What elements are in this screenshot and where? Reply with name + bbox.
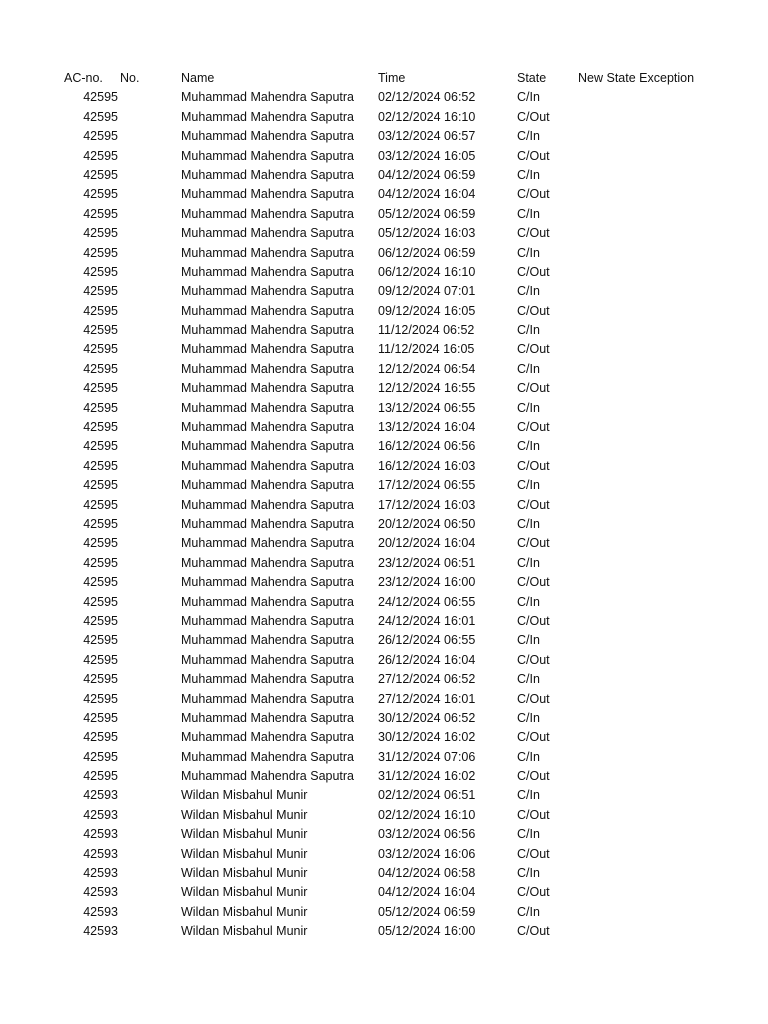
state-cell[interactable]: C/In (517, 827, 540, 842)
name-cell[interactable]: Muhammad Mahendra Saputra (181, 361, 355, 376)
state-cell[interactable]: C/Out (517, 497, 550, 512)
table-row (0, 845, 768, 864)
header-name[interactable]: Name (181, 71, 215, 85)
time-cell[interactable]: 03/12/2024 16:05 (378, 148, 476, 163)
name-cell[interactable]: Wildan Misbahul Munir (181, 885, 308, 900)
time-cell[interactable]: 24/12/2024 06:55 (378, 594, 476, 609)
time-cell[interactable]: 03/12/2024 06:57 (378, 129, 476, 144)
state-cell[interactable]: C/In (517, 361, 540, 376)
time-cell[interactable]: 03/12/2024 06:56 (378, 827, 476, 842)
ac-no-cell[interactable]: 42595 (83, 264, 118, 279)
table-row (0, 185, 768, 204)
ac-no-cell[interactable]: 42595 (83, 381, 118, 396)
ac-no-cell[interactable]: 42595 (83, 284, 118, 299)
ac-no-cell[interactable]: 42593 (83, 807, 118, 822)
state-cell[interactable]: C/Out (517, 575, 550, 590)
table-row (0, 903, 768, 922)
table-row (0, 476, 768, 495)
state-cell[interactable]: C/In (517, 672, 540, 687)
name-cell[interactable]: Muhammad Mahendra Saputra (181, 226, 355, 241)
table-row (0, 631, 768, 650)
name-cell[interactable]: Wildan Misbahul Munir (181, 924, 308, 939)
table-row (0, 224, 768, 243)
table-row (0, 418, 768, 437)
table-row (0, 864, 768, 883)
ac-no-cell[interactable]: 42595 (83, 226, 118, 241)
table-row (0, 399, 768, 418)
name-cell[interactable]: Muhammad Mahendra Saputra (181, 575, 355, 590)
name-cell[interactable]: Muhammad Mahendra Saputra (181, 90, 355, 105)
table-row (0, 593, 768, 612)
state-cell[interactable]: C/In (517, 633, 540, 648)
table-row (0, 360, 768, 379)
table-row (0, 379, 768, 398)
time-cell[interactable]: 23/12/2024 16:00 (378, 575, 476, 590)
time-cell[interactable]: 06/12/2024 16:10 (378, 264, 476, 279)
name-cell[interactable]: Muhammad Mahendra Saputra (181, 245, 355, 260)
ac-no-cell[interactable]: 42593 (83, 924, 118, 939)
ac-no-cell[interactable]: 42595 (83, 206, 118, 221)
state-cell[interactable]: C/In (517, 284, 540, 299)
time-cell[interactable]: 12/12/2024 06:54 (378, 361, 476, 376)
ac-no-cell[interactable]: 42595 (83, 109, 118, 124)
state-cell[interactable]: C/Out (517, 381, 550, 396)
time-cell[interactable]: 13/12/2024 16:04 (378, 420, 476, 435)
table-row (0, 883, 768, 902)
table-row (0, 340, 768, 359)
state-cell[interactable]: C/Out (517, 691, 550, 706)
time-cell[interactable]: 16/12/2024 16:03 (378, 458, 476, 473)
ac-no-cell[interactable]: 42595 (83, 245, 118, 260)
state-cell[interactable]: C/Out (517, 885, 550, 900)
name-cell[interactable]: Muhammad Mahendra Saputra (181, 167, 355, 182)
time-cell[interactable]: 02/12/2024 16:10 (378, 807, 476, 822)
time-cell[interactable]: 04/12/2024 06:59 (378, 167, 476, 182)
header-time[interactable]: Time (378, 71, 406, 85)
time-cell[interactable]: 04/12/2024 16:04 (378, 187, 476, 202)
name-cell[interactable]: Muhammad Mahendra Saputra (181, 148, 355, 163)
ac-no-cell[interactable]: 42595 (83, 439, 118, 454)
table-row (0, 108, 768, 127)
ac-no-cell[interactable]: 42595 (83, 458, 118, 473)
table-row (0, 302, 768, 321)
state-cell[interactable]: C/In (517, 555, 540, 570)
ac-no-cell[interactable]: 42595 (83, 400, 118, 415)
ac-no-cell[interactable]: 42593 (83, 846, 118, 861)
table-row (0, 437, 768, 456)
name-cell[interactable]: Muhammad Mahendra Saputra (181, 633, 355, 648)
time-cell[interactable]: 05/12/2024 06:59 (378, 904, 476, 919)
table-row (0, 244, 768, 263)
name-cell[interactable]: Muhammad Mahendra Saputra (181, 749, 355, 764)
state-cell[interactable]: C/Out (517, 342, 550, 357)
state-cell[interactable]: C/Out (517, 264, 550, 279)
name-cell[interactable]: Muhammad Mahendra Saputra (181, 420, 355, 435)
header-exception: Exception (639, 71, 695, 85)
ac-no-cell[interactable]: 42595 (83, 516, 118, 531)
state-cell[interactable]: C/Out (517, 924, 550, 939)
table-body (0, 88, 768, 941)
ac-no-cell[interactable]: 42595 (83, 148, 118, 163)
attendance-sheet (0, 69, 768, 942)
name-cell[interactable]: Wildan Misbahul Munir (181, 866, 308, 881)
name-cell[interactable]: Muhammad Mahendra Saputra (181, 497, 355, 512)
time-cell[interactable]: 04/12/2024 16:04 (378, 885, 476, 900)
time-cell[interactable]: 13/12/2024 06:55 (378, 400, 476, 415)
table-row (0, 147, 768, 166)
state-cell[interactable]: C/In (517, 129, 540, 144)
ac-no-cell[interactable]: 42595 (83, 303, 118, 318)
name-cell[interactable]: Wildan Misbahul Munir (181, 904, 308, 919)
time-cell[interactable]: 17/12/2024 16:03 (378, 497, 476, 512)
time-cell[interactable]: 06/12/2024 06:59 (378, 245, 476, 260)
time-cell[interactable]: 03/12/2024 16:06 (378, 846, 476, 861)
ac-no-cell[interactable]: 42595 (83, 129, 118, 144)
ac-no-cell[interactable]: 42595 (83, 730, 118, 745)
ac-no-cell[interactable]: 42595 (83, 769, 118, 784)
time-cell[interactable]: 12/12/2024 16:55 (378, 381, 476, 396)
name-cell[interactable]: Wildan Misbahul Munir (181, 846, 308, 861)
name-cell[interactable]: Muhammad Mahendra Saputra (181, 381, 355, 396)
table-row (0, 748, 768, 767)
ac-no-cell[interactable]: 42593 (83, 885, 118, 900)
name-cell[interactable]: Muhammad Mahendra Saputra (181, 672, 355, 687)
time-cell[interactable]: 31/12/2024 07:06 (378, 749, 476, 764)
ac-no-cell[interactable]: 42595 (83, 633, 118, 648)
time-cell[interactable]: 16/12/2024 06:56 (378, 439, 476, 454)
ac-no-cell[interactable]: 42593 (83, 827, 118, 842)
table-row (0, 205, 768, 224)
time-cell[interactable]: 30/12/2024 06:52 (378, 710, 476, 725)
table-row (0, 534, 768, 553)
state-cell[interactable]: C/In (517, 90, 540, 105)
table-row (0, 651, 768, 670)
state-cell[interactable]: C/Out (517, 769, 550, 784)
table-row (0, 321, 768, 340)
time-cell[interactable]: 27/12/2024 06:52 (378, 672, 476, 687)
table-row (0, 728, 768, 747)
time-cell[interactable]: 17/12/2024 06:55 (378, 478, 476, 493)
ac-no-cell[interactable]: 42593 (83, 866, 118, 881)
time-cell[interactable]: 05/12/2024 16:00 (378, 924, 476, 939)
state-cell[interactable]: C/Out (517, 109, 550, 124)
state-cell[interactable]: C/In (517, 167, 540, 182)
ac-no-cell[interactable]: 42595 (83, 167, 118, 182)
table-row (0, 922, 768, 941)
state-cell[interactable]: C/In (517, 516, 540, 531)
state-cell[interactable]: C/Out (517, 536, 550, 551)
name-cell[interactable]: Muhammad Mahendra Saputra (181, 284, 355, 299)
time-cell[interactable]: 26/12/2024 06:55 (378, 633, 476, 648)
state-cell[interactable]: C/In (517, 478, 540, 493)
name-cell[interactable]: Muhammad Mahendra Saputra (181, 594, 355, 609)
table-row (0, 573, 768, 592)
header-new-state: New State (578, 71, 636, 85)
table-row (0, 767, 768, 786)
state-cell[interactable]: C/Out (517, 148, 550, 163)
table-row (0, 554, 768, 573)
header-row (0, 69, 768, 88)
name-cell[interactable]: Muhammad Mahendra Saputra (181, 555, 355, 570)
header-new-state-exception[interactable] (578, 69, 758, 88)
table-row (0, 612, 768, 631)
ac-no-cell[interactable]: 42595 (83, 497, 118, 512)
name-cell[interactable]: Wildan Misbahul Munir (181, 788, 308, 803)
time-cell[interactable]: 05/12/2024 16:03 (378, 226, 476, 241)
ac-no-cell[interactable]: 42595 (83, 749, 118, 764)
table-row (0, 690, 768, 709)
name-cell[interactable]: Muhammad Mahendra Saputra (181, 303, 355, 318)
time-cell[interactable]: 26/12/2024 16:04 (378, 652, 476, 667)
state-cell[interactable]: C/Out (517, 303, 550, 318)
time-cell[interactable]: 11/12/2024 16:05 (378, 342, 475, 357)
state-cell[interactable]: C/In (517, 439, 540, 454)
ac-no-cell[interactable]: 42595 (83, 478, 118, 493)
state-cell[interactable]: C/In (517, 594, 540, 609)
ac-no-cell[interactable]: 42595 (83, 710, 118, 725)
time-cell[interactable]: 30/12/2024 16:02 (378, 730, 476, 745)
state-cell[interactable]: C/In (517, 323, 540, 338)
time-cell[interactable]: 11/12/2024 06:52 (378, 323, 475, 338)
time-cell[interactable]: 02/12/2024 06:51 (378, 788, 476, 803)
state-cell[interactable]: C/Out (517, 730, 550, 745)
header-no[interactable]: No. (120, 71, 140, 85)
name-cell[interactable]: Muhammad Mahendra Saputra (181, 439, 355, 454)
state-cell[interactable]: C/Out (517, 613, 550, 628)
state-cell[interactable]: C/Out (517, 420, 550, 435)
ac-no-cell[interactable]: 42595 (83, 691, 118, 706)
state-cell[interactable]: C/In (517, 710, 540, 725)
state-cell[interactable]: C/Out (517, 458, 550, 473)
state-cell[interactable]: C/In (517, 904, 540, 919)
table-row (0, 127, 768, 146)
table-row (0, 670, 768, 689)
ac-no-cell[interactable]: 42595 (83, 90, 118, 105)
name-cell[interactable]: Muhammad Mahendra Saputra (181, 342, 355, 357)
time-cell[interactable]: 27/12/2024 16:01 (378, 691, 476, 706)
time-cell[interactable]: 20/12/2024 06:50 (378, 516, 476, 531)
name-cell[interactable]: Muhammad Mahendra Saputra (181, 109, 355, 124)
name-cell[interactable]: Muhammad Mahendra Saputra (181, 652, 355, 667)
name-cell[interactable]: Wildan Misbahul Munir (181, 807, 308, 822)
name-cell[interactable]: Muhammad Mahendra Saputra (181, 769, 355, 784)
ac-no-cell[interactable]: 42595 (83, 613, 118, 628)
name-cell[interactable]: Muhammad Mahendra Saputra (181, 516, 355, 531)
time-cell[interactable]: 23/12/2024 06:51 (378, 555, 476, 570)
time-cell[interactable]: 05/12/2024 06:59 (378, 206, 476, 221)
state-cell[interactable]: C/In (517, 206, 540, 221)
table-row (0, 88, 768, 107)
table-row (0, 825, 768, 844)
state-cell[interactable]: C/In (517, 788, 540, 803)
time-cell[interactable]: 09/12/2024 07:01 (378, 284, 476, 299)
ac-no-cell[interactable]: 42595 (83, 420, 118, 435)
state-cell[interactable]: C/In (517, 400, 540, 415)
state-cell[interactable]: C/In (517, 866, 540, 881)
ac-no-cell[interactable]: 42595 (83, 536, 118, 551)
name-cell[interactable]: Muhammad Mahendra Saputra (181, 458, 355, 473)
ac-no-cell[interactable]: 42595 (83, 652, 118, 667)
time-cell[interactable]: 02/12/2024 16:10 (378, 109, 476, 124)
state-cell[interactable]: C/Out (517, 846, 550, 861)
ac-no-cell[interactable]: 42595 (83, 575, 118, 590)
ac-no-cell[interactable]: 42595 (83, 672, 118, 687)
ac-no-cell[interactable]: 42593 (83, 904, 118, 919)
ac-no-cell[interactable]: 42595 (83, 187, 118, 202)
ac-no-cell[interactable]: 42595 (83, 323, 118, 338)
ac-no-cell[interactable]: 42595 (83, 594, 118, 609)
time-cell[interactable]: 02/12/2024 06:52 (378, 90, 476, 105)
table-row (0, 806, 768, 825)
name-cell[interactable]: Muhammad Mahendra Saputra (181, 187, 355, 202)
table-row (0, 457, 768, 476)
name-cell[interactable]: Muhammad Mahendra Saputra (181, 691, 355, 706)
time-cell[interactable]: 20/12/2024 16:04 (378, 536, 476, 551)
name-cell[interactable]: Muhammad Mahendra Saputra (181, 613, 355, 628)
table-row (0, 166, 768, 185)
table-row (0, 282, 768, 301)
name-cell[interactable]: Muhammad Mahendra Saputra (181, 730, 355, 745)
name-cell[interactable]: Muhammad Mahendra Saputra (181, 536, 355, 551)
name-cell[interactable]: Muhammad Mahendra Saputra (181, 710, 355, 725)
state-cell[interactable]: C/Out (517, 807, 550, 822)
state-cell[interactable]: C/In (517, 749, 540, 764)
time-cell[interactable]: 04/12/2024 06:58 (378, 866, 476, 881)
table-row (0, 786, 768, 805)
table-row (0, 263, 768, 282)
time-cell[interactable]: 31/12/2024 16:02 (378, 769, 476, 784)
state-cell[interactable]: C/Out (517, 226, 550, 241)
header-state[interactable]: State (517, 71, 547, 85)
table-row (0, 515, 768, 534)
name-cell[interactable]: Muhammad Mahendra Saputra (181, 323, 355, 338)
ac-no-cell[interactable]: 42595 (83, 361, 118, 376)
state-cell[interactable]: C/In (517, 245, 540, 260)
table-row (0, 496, 768, 515)
header-ac-no[interactable]: AC-no. (64, 71, 103, 85)
name-cell[interactable]: Muhammad Mahendra Saputra (181, 264, 355, 279)
name-cell[interactable]: Wildan Misbahul Munir (181, 827, 308, 842)
ac-no-cell[interactable]: 42593 (83, 788, 118, 803)
table-row (0, 709, 768, 728)
time-cell[interactable]: 09/12/2024 16:05 (378, 303, 476, 318)
name-cell[interactable]: Muhammad Mahendra Saputra (181, 206, 355, 221)
state-cell[interactable]: C/Out (517, 187, 550, 202)
name-cell[interactable]: Muhammad Mahendra Saputra (181, 129, 355, 144)
state-cell[interactable]: C/Out (517, 652, 550, 667)
ac-no-cell[interactable]: 42595 (83, 555, 118, 570)
ac-no-cell[interactable]: 42595 (83, 342, 118, 357)
time-cell[interactable]: 24/12/2024 16:01 (378, 613, 476, 628)
name-cell[interactable]: Muhammad Mahendra Saputra (181, 400, 355, 415)
name-cell[interactable]: Muhammad Mahendra Saputra (181, 478, 355, 493)
